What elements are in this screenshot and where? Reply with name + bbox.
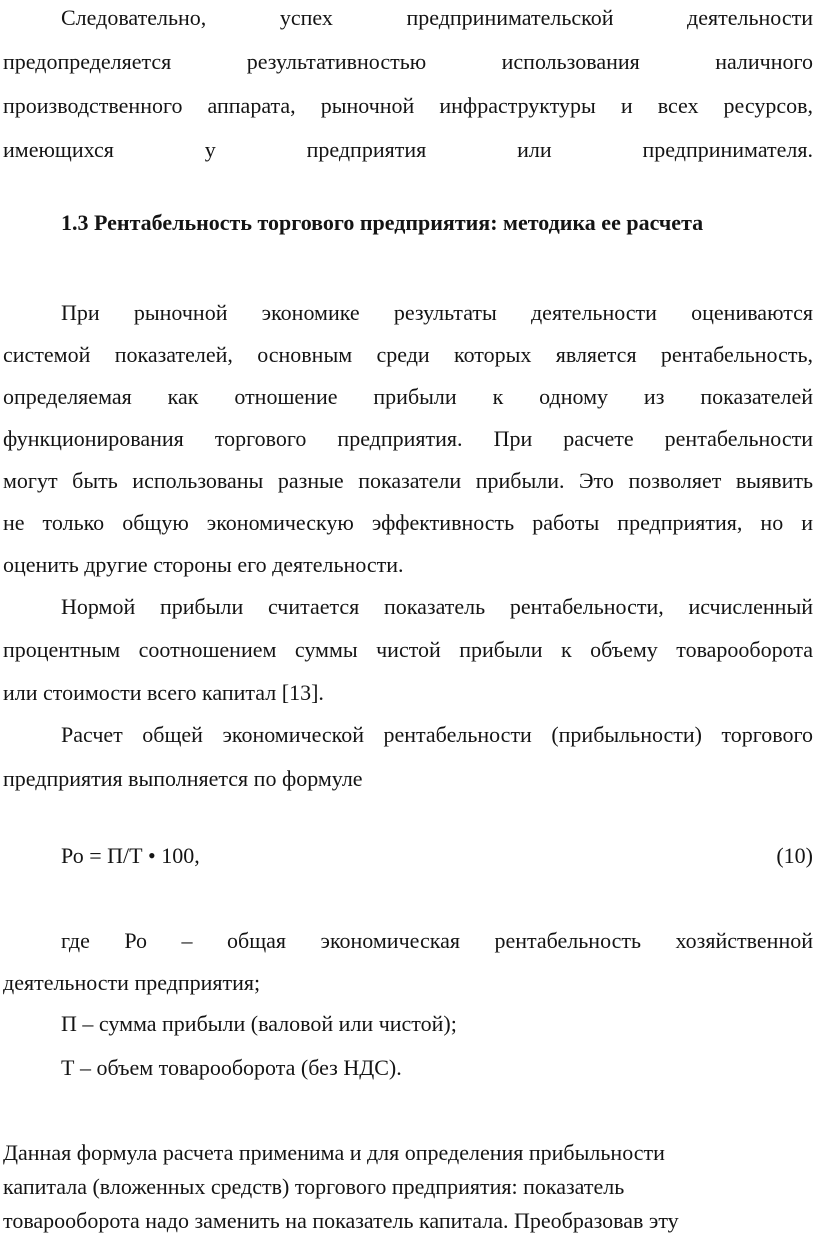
text-line: капитала (вложенных средств) торгового предприятия: показатель (3, 1174, 625, 1199)
text-line: имеющихся у предприятия или предпринимателя. (3, 137, 813, 162)
paragraph-market-economy (3, 292, 813, 586)
text-line: Расчет общей экономической рентабельности (прибыльности) торгового (61, 722, 813, 747)
text-line: Следовательно, успех предпринимательской деятельности (61, 5, 813, 30)
formula-row (61, 843, 813, 873)
equation-number: (10) (776, 843, 813, 868)
text-line: определяемая как отношение прибыли к одному из показателей (3, 384, 813, 409)
text-line: товарооборота надо заменить на показатель капитала. Преобразовав эту (3, 1208, 679, 1233)
paragraph-capital (3, 1136, 679, 1238)
legend-item-profit: П – сумма прибыли (валовой или чистой); (61, 1011, 457, 1036)
text-line: где Ро – общая экономическая рентабельность хозяйственной (61, 928, 813, 953)
text-line: или стоимости всего капитал [13]. (3, 680, 324, 705)
paragraph-success (3, 0, 813, 172)
text-line: предприятия выполняется по формуле (3, 766, 363, 791)
text-line: функционирования торгового предприятия. При расчете рентабельности (3, 426, 813, 451)
text-line: системой показателей, основным среди которых является рентабельность, (3, 342, 813, 367)
text-line: процентным соотношением суммы чистой прибыли к объему товарооборота (3, 637, 813, 662)
text-line: не только общую экономическую эффективность работы предприятия, но и (3, 510, 813, 535)
text-line: предопределяется результативностью использования наличного (3, 49, 813, 74)
section-heading: 1.3 Рентабельность торгового предприятия: методика ее расчета (61, 210, 704, 235)
paragraph-calculation (3, 713, 813, 801)
text-line: оценить другие стороны его деятельности. (3, 552, 404, 577)
text-line: производственного аппарата, рыночной инфраструктуры и всех ресурсов, (3, 93, 813, 118)
text-line: Данная формула расчета применима и для определения прибыльности (3, 1140, 665, 1165)
text-line: деятельности предприятия; (3, 970, 261, 995)
legend-item-turnover: Т – объем товарооборота (без НДС). (61, 1055, 402, 1080)
formula-legend (3, 920, 813, 1004)
text-line: При рыночной экономике результаты деятельности оцениваются (61, 300, 813, 325)
text-line: могут быть использованы разные показатели прибыли. Это позволяет выявить (3, 468, 813, 493)
text-line: Нормой прибыли считается показатель рентабельности, исчисленный (61, 594, 813, 619)
formula: Ро = П/Т • 100, (61, 843, 200, 868)
paragraph-profit-norm (3, 585, 813, 714)
